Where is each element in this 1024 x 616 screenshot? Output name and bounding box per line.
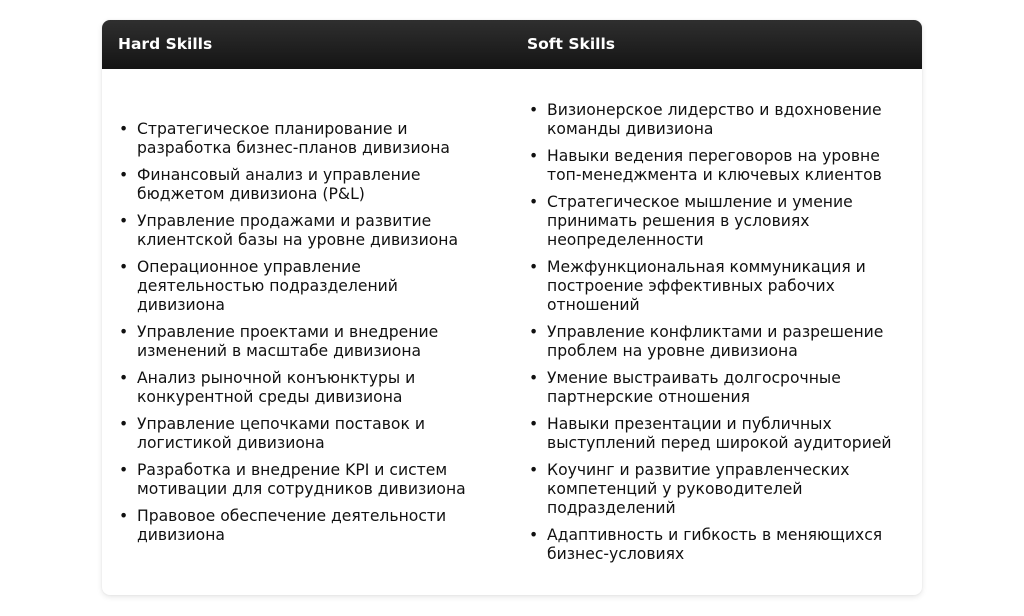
list-item-text-line: логистикой дивизиона (137, 434, 325, 452)
hard-skills-column (119, 120, 517, 553)
list-item (119, 166, 517, 204)
hard-skills-list (119, 120, 517, 545)
list-item-text-line: принимать решения в условиях (547, 212, 810, 230)
bullet-icon: • (119, 323, 129, 341)
list-item-text-line: команды дивизиона (547, 120, 714, 138)
bullet-icon: • (529, 526, 539, 544)
soft-skills-column (529, 101, 922, 572)
list-item-text-line: проблем на уровне дивизиона (547, 342, 798, 360)
list-item-text-line: выступлений перед широкой аудиторией (547, 434, 892, 452)
list-item-text-line: Правовое обеспечение деятельности (137, 507, 447, 525)
bullet-icon: • (119, 258, 129, 276)
list-item-text-line: топ-менеджмента и ключевых клиентов (547, 166, 882, 184)
list-item-text-line: дивизиона (137, 526, 225, 544)
list-item-text-line: партнерские отношения (547, 388, 751, 406)
list-item (529, 193, 922, 250)
bullet-icon: • (529, 323, 539, 341)
list-item (529, 258, 922, 315)
list-item (119, 258, 517, 315)
bullet-icon: • (529, 101, 539, 119)
list-item-text-line: Стратегическое мышление и умение (547, 193, 853, 211)
list-item (529, 101, 922, 139)
list-item-text-line: Управление цепочками поставок и (137, 415, 425, 433)
list-item (529, 526, 922, 564)
list-item (119, 461, 517, 499)
list-item (529, 323, 922, 361)
list-item-text-line: бюджетом дивизиона (P&L) (137, 185, 365, 203)
list-item (529, 369, 922, 407)
bullet-icon: • (119, 507, 129, 525)
list-item-text-line: Операционное управление (137, 258, 361, 276)
list-item-text-line: Адаптивность и гибкость в меняющихся (547, 526, 883, 544)
list-item (119, 120, 517, 158)
list-item-text-line: деятельностью подразделений (137, 277, 398, 295)
bullet-icon: • (119, 369, 129, 387)
list-item-text-line: Умение выстраивать долгосрочные (547, 369, 841, 387)
list-item-text-line: Анализ рыночной конъюнктуры и (137, 369, 416, 387)
bullet-icon: • (119, 461, 129, 479)
list-item-text-line: бизнес-условиях (547, 545, 685, 563)
list-item-text-line: Управление конфликтами и разрешение (547, 323, 884, 341)
bullet-icon: • (119, 120, 129, 138)
soft-skills-header: Soft Skills (527, 35, 615, 53)
list-item-text-line: Навыки ведения переговоров на уровне (547, 147, 880, 165)
list-item (119, 369, 517, 407)
list-item-text-line: Визионерское лидерство и вдохновение (547, 101, 882, 119)
list-item (529, 147, 922, 185)
list-item-text-line: отношений (547, 296, 640, 314)
list-item-text-line: Управление продажами и развитие (137, 212, 432, 230)
list-item (119, 507, 517, 545)
list-item-text-line: построение эффективных рабочих (547, 277, 835, 295)
list-item-text-line: Финансовый анализ и управление (137, 166, 421, 184)
hard-skills-header: Hard Skills (118, 35, 213, 53)
list-item-text-line: Разработка и внедрение KPI и систем (137, 461, 448, 479)
soft-skills-list (529, 101, 922, 564)
bullet-icon: • (119, 212, 129, 230)
bullet-icon: • (119, 166, 129, 184)
list-item-text-line: мотивации для сотрудников дивизиона (137, 480, 466, 498)
list-item-text-line: изменений в масштабе дивизиона (137, 342, 422, 360)
bullet-icon: • (529, 193, 539, 211)
bullet-icon: • (529, 369, 539, 387)
list-item-text-line: Межфункциональная коммуникация и (547, 258, 866, 276)
bullet-icon: • (529, 415, 539, 433)
list-item-text-line: Управление проектами и внедрение (137, 323, 439, 341)
list-item-text-line: разработка бизнес-планов дивизиона (137, 139, 450, 157)
list-item (119, 415, 517, 453)
list-item-text-line: Стратегическое планирование и (137, 120, 408, 138)
list-item (529, 461, 922, 518)
list-item-text-line: Коучинг и развитие управленческих (547, 461, 850, 479)
list-item-text-line: дивизиона (137, 296, 225, 314)
list-item-text-line: подразделений (547, 499, 676, 517)
list-item (529, 415, 922, 453)
list-item (119, 212, 517, 250)
list-item-text-line: Навыки презентации и публичных (547, 415, 832, 433)
bullet-icon: • (119, 415, 129, 433)
list-item-text-line: конкурентной среды дивизиона (137, 388, 403, 406)
list-item-text-line: клиентской базы на уровне дивизиона (137, 231, 459, 249)
list-item (119, 323, 517, 361)
list-item-text-line: неопределенности (547, 231, 704, 249)
bullet-icon: • (529, 461, 539, 479)
bullet-icon: • (529, 147, 539, 165)
table-header (102, 20, 922, 69)
bullet-icon: • (529, 258, 539, 276)
list-item-text-line: компетенций у руководителей (547, 480, 803, 498)
skills-table (102, 20, 922, 595)
